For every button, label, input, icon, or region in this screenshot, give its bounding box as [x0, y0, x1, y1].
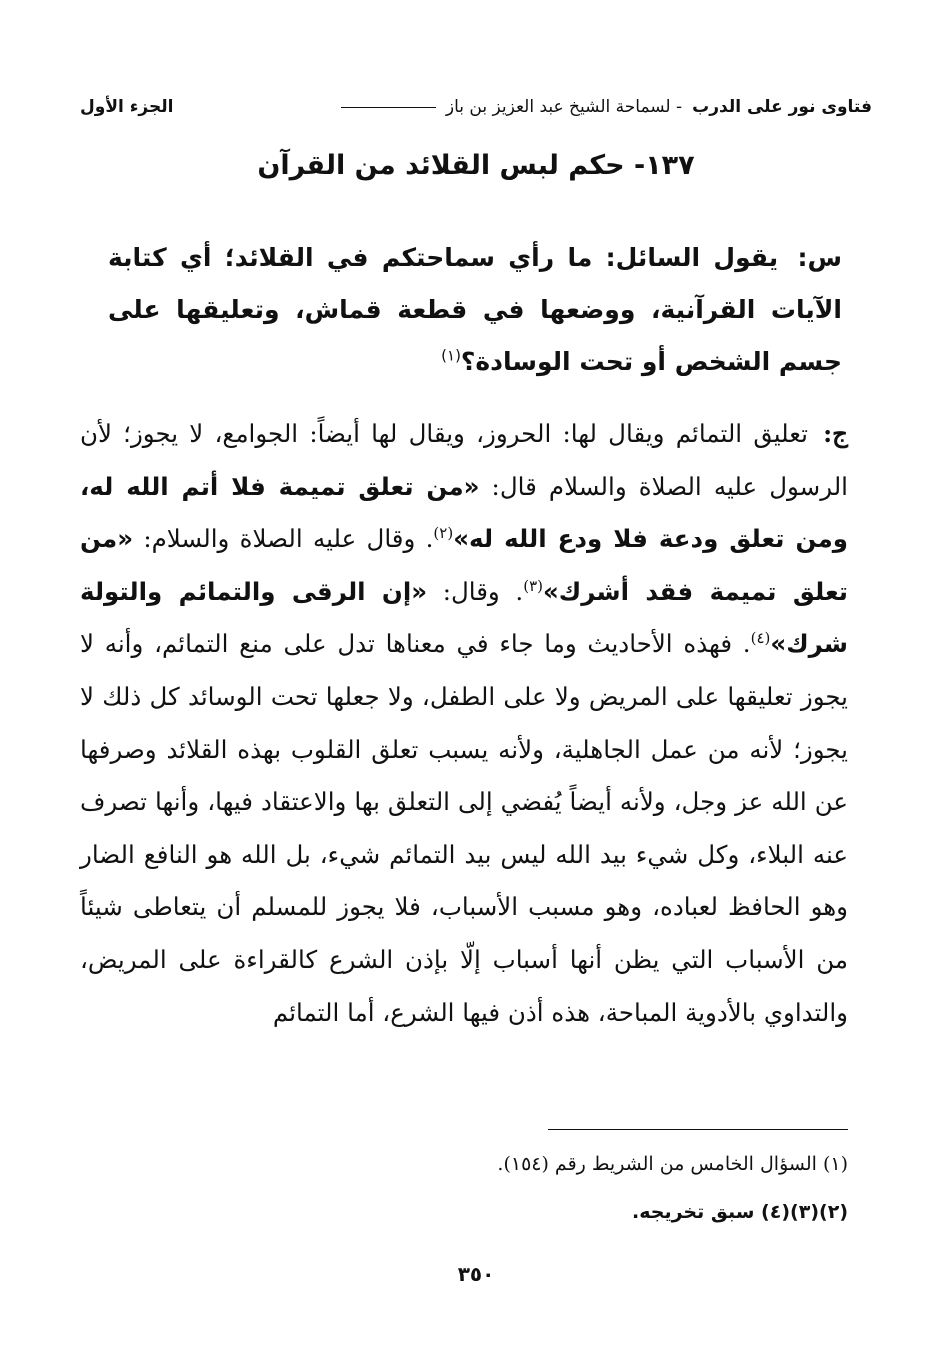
answer-paragraph [80, 408, 848, 1039]
footnote-separator [548, 1129, 848, 1130]
chapter-title: ١٣٧- حكم لبس القلائد من القرآن [257, 150, 695, 181]
question-block [108, 232, 842, 388]
answer-text-2: . وقال عليه الصلاة والسلام: [133, 524, 434, 554]
answer-label: ج: [823, 419, 848, 448]
footnote-ref-3[interactable]: (٣) [523, 576, 543, 595]
answer-text-1: تعليق التمائم ويقال لها: الحروز، ويقال لها أيضاً: الجوامع، لا يجوز؛ لأن الرسول عليه الصلاة والسلام قال: [80, 419, 848, 501]
question-text: يقول السائل: ما رأي سماحتكم في القلائد؛ أي كتابة الآيات القرآنية، ووضعها في قطعة قماش، وتعليقها على جسم الشخص أو تحت الوسادة؟ [108, 243, 842, 376]
footnote-1: (١) السؤال الخامس من الشريط رقم (١٥٤). [497, 1153, 848, 1175]
hadith-quote-3: «إن الرقى والتمائم والتولة شرك» [80, 576, 848, 659]
footnote-ref-2[interactable]: (٢) [433, 524, 454, 543]
hadith-quote-1: «من تعلق تميمة فلا أتم الله له، ومن تعلق ودعة فلا ودع الله له» [80, 471, 848, 554]
running-header [80, 92, 872, 122]
footnote-ref-4[interactable]: (٤) [750, 629, 771, 648]
footnotes [80, 1140, 848, 1236]
footnote-2: (٢)(٣)(٤) سبق تخريجه. [632, 1201, 848, 1223]
book-title: فتاوى نور على الدرب [692, 97, 872, 117]
author-name: - لسماحة الشيخ عبد العزيز بن باز [445, 97, 683, 117]
question-label: س: [797, 243, 842, 272]
answer-text-3: . وقال: [427, 576, 524, 606]
header-rule [341, 107, 436, 108]
running-header-title-group [341, 97, 872, 117]
answer-block [80, 408, 848, 1039]
footnote-ref-1[interactable]: (١) [441, 346, 461, 365]
answer-text-4: . فهذه الأحاديث وما جاء في معناها تدل على منع التمائم، وأنه لا يجوز تعليقها على المريض ولا على الطفل، ولا جعلها تحت الوسائد كل ذلك لا يجوز؛ لأنه من عمل الجاهلية، ولأنه يسبب تعلق القلوب بهذه القلائد وصرفها عن الله عز وجل، ولأنه أيضاً يُفضي إلى التعلق بها والاعتقاد فيها، وأنها تصرف عنه البلاء، وكل شيء بيد الله ليس بيد التمائم شيء، بل الله هو النافع الضار وهو الحافظ لعباده، وهو مسبب الأسباب، فلا يجوز للمسلم أن يتعاطى شيئاً من الأسباب التي يظن أنها أسباب إلّا بإذن الشرع كالقراءة على المريض، والتداوي بالأدوية المباحة، هذه أذن فيها الشرع، أما التمائم [80, 629, 848, 1027]
hadith-quote-2: «من تعلق تميمة فقد أشرك» [80, 524, 848, 606]
volume-label: الجزء الأول [80, 97, 174, 117]
page-number: ٣٥٠ [457, 1262, 495, 1286]
